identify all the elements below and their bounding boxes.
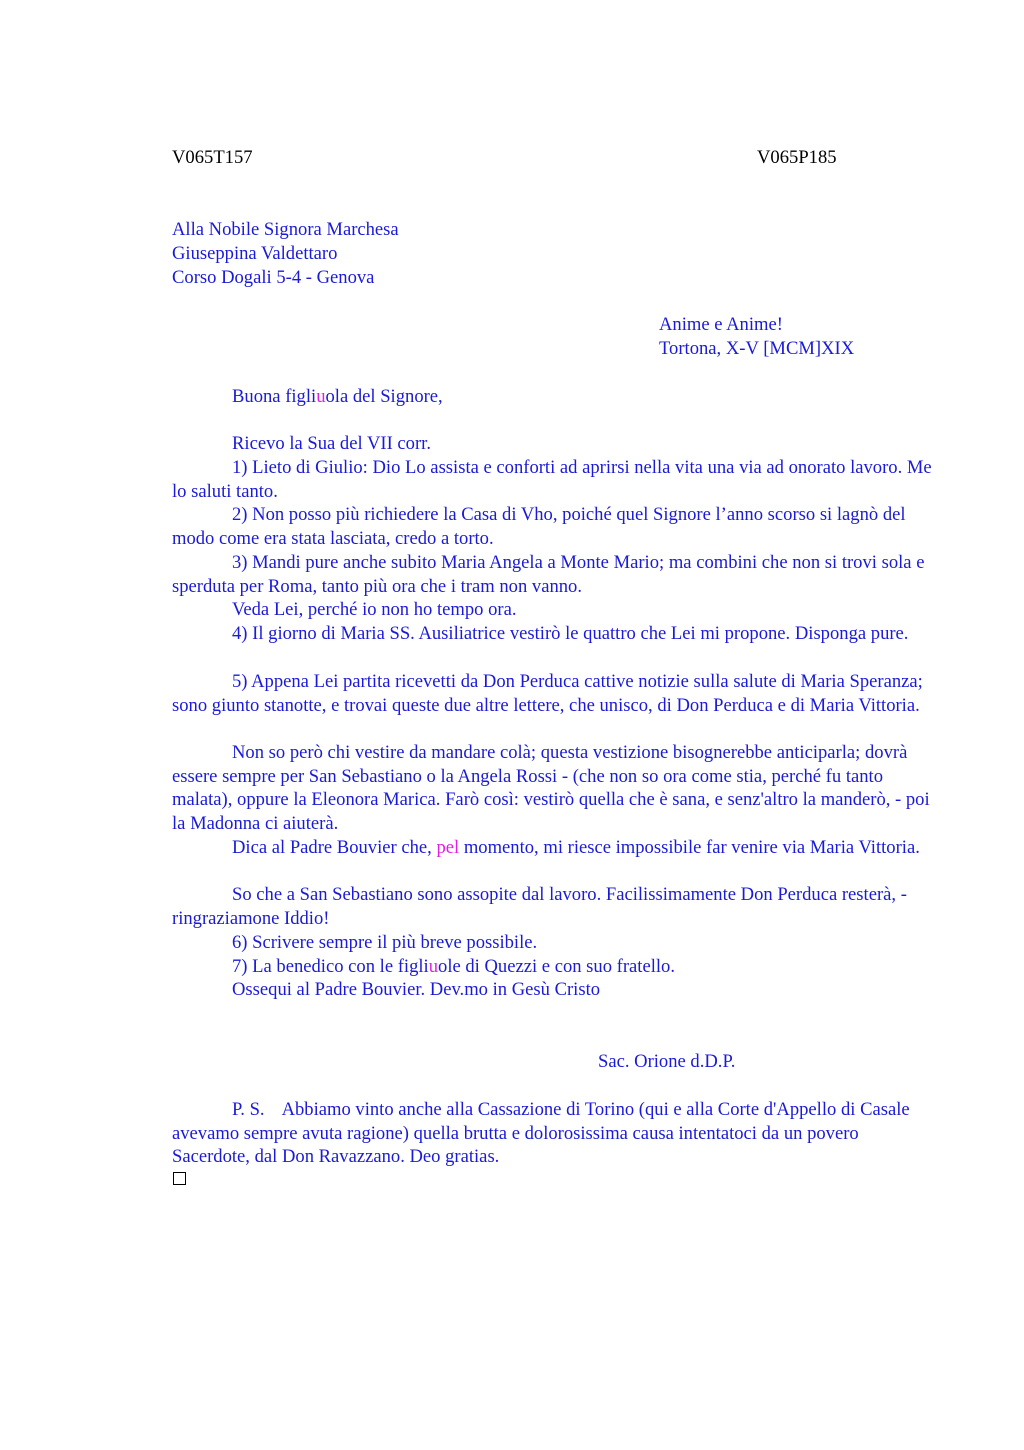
- postscript-label: P. S.: [232, 1099, 265, 1120]
- paragraph: Ricevo la Sua del VII corr.: [232, 433, 431, 454]
- paragraph-text: Dica al Padre Bouvier che,: [232, 837, 437, 858]
- paragraph-point-3: 3) Mandi pure anche subito Maria Angela a Monte Mario; ma combini che non si trovi sola e sperduta per Roma, tanto più ora che i tram non vanno.: [172, 552, 925, 597]
- end-marker-box: [173, 1172, 186, 1185]
- postscript: [172, 1098, 932, 1169]
- paragraph: So che a San Sebastiano sono assopite dal lavoro. Facilissimamente Don Perduca resterà, - ringraziamone Iddio!: [172, 884, 907, 929]
- paragraph: Veda Lei, perché io non ho tempo ora.: [232, 599, 517, 620]
- signature: Sac. Orione d.D.P.: [598, 1051, 736, 1072]
- paragraph: Non so però chi vestire da mandare colà; questa vestizione bisognerebbe anticiparla; dovrà essere sempre per San Sebastiano o la Angela Rossi - (che non so ora come stia, perché fu tanto malata), oppure la Eleonora Marica. Farò così: vestirò quella che è sana, e senz'altro la manderò, - poi la Madonna ci aiuterà.: [172, 742, 930, 835]
- paragraph-text: ole di Quezzi e con suo fratello.: [438, 956, 675, 977]
- editorial-highlight: pel: [436, 837, 460, 858]
- postscript-text: Abbiamo vinto anche alla Cassazione di Torino (qui e alla Corte d'Appello di Casale avevamo sempre avuta ragione) quella brutta e dolorosissima causa intentatoci da un povero Sacerdote, dal Don Ravazzano. Deo gratias.: [172, 1099, 910, 1168]
- salutation: [232, 385, 443, 409]
- paragraph-point-2: 2) Non posso più richiedere la Casa di Vho, poiché quel Signore l’anno scorso si lagnò del modo come era stata lasciata, credo a torto.: [172, 504, 906, 549]
- paragraph-text: 7) La benedico con le figli: [232, 956, 429, 977]
- paragraph: Ossequi al Padre Bouvier. Dev.mo in Gesù Cristo: [232, 979, 601, 1000]
- paragraph-point-5: 5) Appena Lei partita ricevetti da Don Perduca cattive notizie sulla salute di Maria Speranza; sono giunto stanotte, e trovai queste due altre lettere, che unisco, di Don Perduca e di Maria Vittoria.: [172, 671, 923, 716]
- document-code-right: V065P185: [757, 147, 837, 168]
- paragraph-point-1: 1) Lieto di Giulio: Dio Lo assista e conforti ad aprirsi nella vita una via ad onorato lavoro. Me lo saluti tanto.: [172, 457, 932, 502]
- salutation-text: ola del Signore,: [325, 386, 443, 407]
- document-code-left: V065T157: [172, 147, 253, 168]
- paragraph-point-6: 6) Scrivere sempre il più breve possibile.: [232, 932, 538, 953]
- paragraph-text: momento, mi riesce impossibile far venire via Maria Vittoria.: [459, 837, 920, 858]
- editorial-highlight: u: [428, 956, 439, 977]
- address-line: Giuseppina Valdettaro: [172, 243, 338, 264]
- salutation-text: Buona figli: [232, 386, 317, 407]
- paragraph-point-7: [172, 955, 932, 979]
- editorial-highlight: u: [316, 386, 326, 407]
- paragraph-point-4: 4) Il giorno di Maria SS. Ausiliatrice vestirò le quattro che Lei mi propone. Disponga pure.: [232, 623, 909, 644]
- paragraph: [172, 836, 932, 860]
- address-line: Alla Nobile Signora Marchesa: [172, 219, 399, 240]
- place-date: Tortona, X-V [MCM]XIX: [659, 338, 855, 359]
- address-line: Corso Dogali 5-4 - Genova: [172, 267, 375, 288]
- motto: Anime e Anime!: [659, 314, 783, 335]
